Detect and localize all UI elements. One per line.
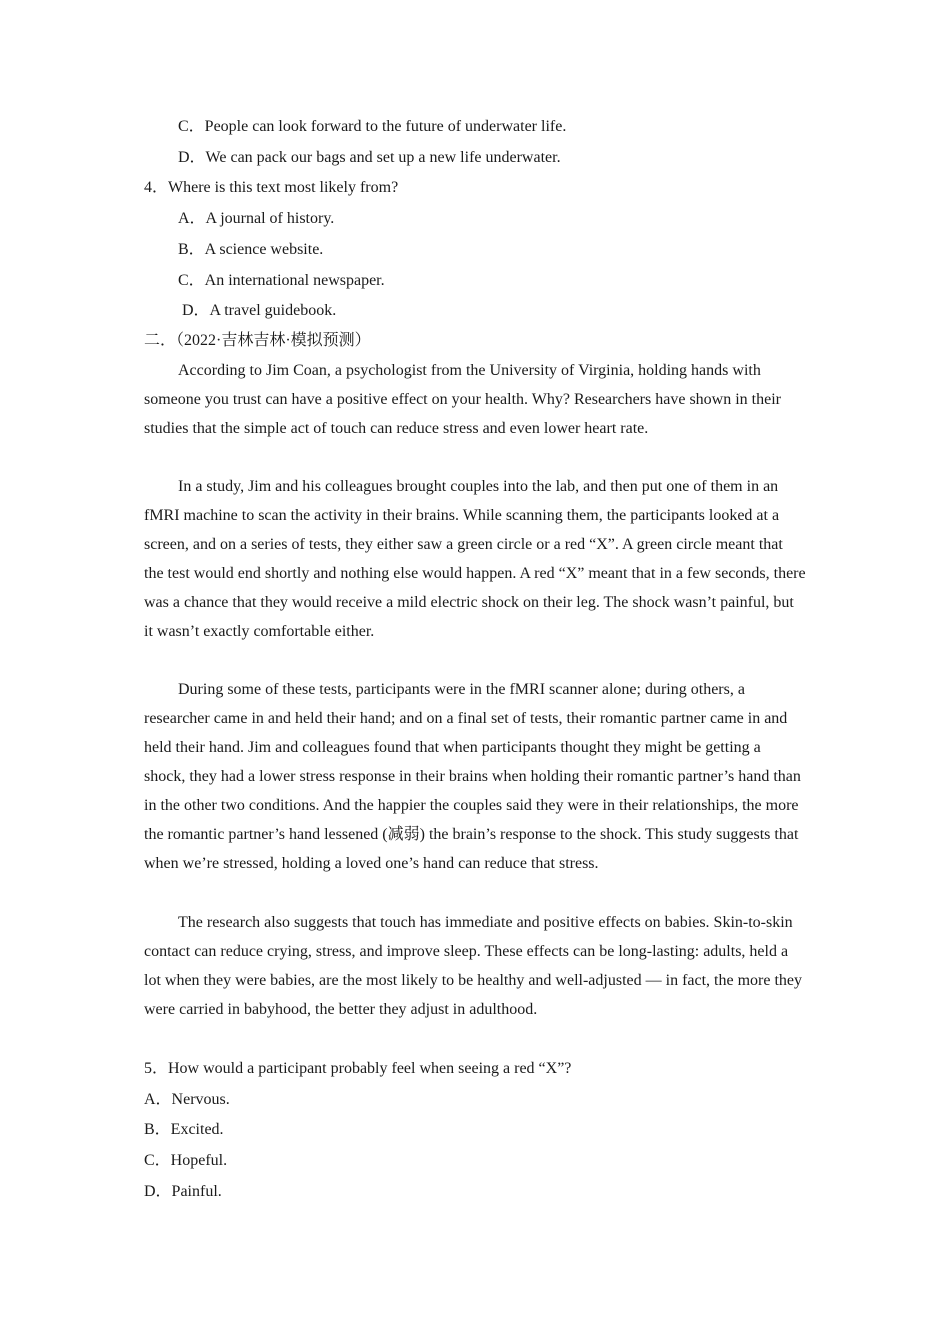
question-4-stem: 4．Where is this text most likely from? [144, 179, 399, 196]
option-c-prev: C．People can look forward to the future of underwater life. [178, 118, 567, 135]
passage-paragraph-1: According to Jim Coan, a psychologist from the University of Virginia, holding hands with someone you trust can have a positive effect on your health. Why? Researchers have shown in their studies that the simple act of touch can reduce stress and even lower heart rate. [144, 362, 781, 437]
question-4-option-b: B．A science website. [178, 241, 324, 258]
question-4-option-a: A．A journal of history. [178, 210, 335, 227]
question-5-stem: 5．How would a participant probably feel when seeing a red “X”? [144, 1060, 572, 1077]
section-2-heading: 二．（2022·吉林吉林·模拟预测） [144, 332, 371, 349]
option-d-prev: D．We can pack our bags and set up a new life underwater. [178, 149, 561, 166]
passage-paragraph-4: The research also suggests that touch has immediate and positive effects on babies. Skin-to-skin contact can reduce crying, stress, and improve sleep. These effects can be long-lasting: adults, held a lot when they were babies, are the most likely to be healthy and well-adjusted — in fact, the more they were carried in babyhood, the better they adjust in adulthood. [144, 914, 803, 1018]
passage-paragraph-3: During some of these tests, participants were in the fMRI scanner alone; during others, a researcher came in and held their hand; and on a final set of tests, their romantic partner came in and held their hand. Jim and colleagues found that when participants thought they might be getting a shock, they had a lower stress response in their brains when holding their romantic partner’s hand than in the other two conditions. And the happier the couples said they were in their relationships, the more the romantic partner’s hand lessened (减弱) the brain’s response to the shock. This study suggests that when we’re stressed, holding a loved one’s hand can reduce that stress. [144, 681, 801, 872]
question-5-option-a: A．Nervous. [144, 1091, 230, 1108]
question-4-option-c: C．An international newspaper. [178, 272, 385, 289]
question-5-option-d: D．Painful. [144, 1183, 222, 1200]
question-5-option-b: B．Excited. [144, 1121, 224, 1138]
question-4-option-d: D．A travel guidebook. [182, 302, 337, 319]
question-5-option-c: C．Hopeful. [144, 1152, 228, 1169]
passage-paragraph-2: In a study, Jim and his colleagues brought couples into the lab, and then put one of them in an fMRI machine to scan the activity in their brains. While scanning them, the participants looked at a screen, and on a series of tests, they either saw a green circle or a red “X”. A green circle meant that the test would end shortly and nothing else would happen. A red “X” meant that in a few seconds, there was a chance that they would receive a mild electric shock on their leg. The shock wasn’t painful, but it wasn’t exactly comfortable either. [144, 478, 806, 640]
